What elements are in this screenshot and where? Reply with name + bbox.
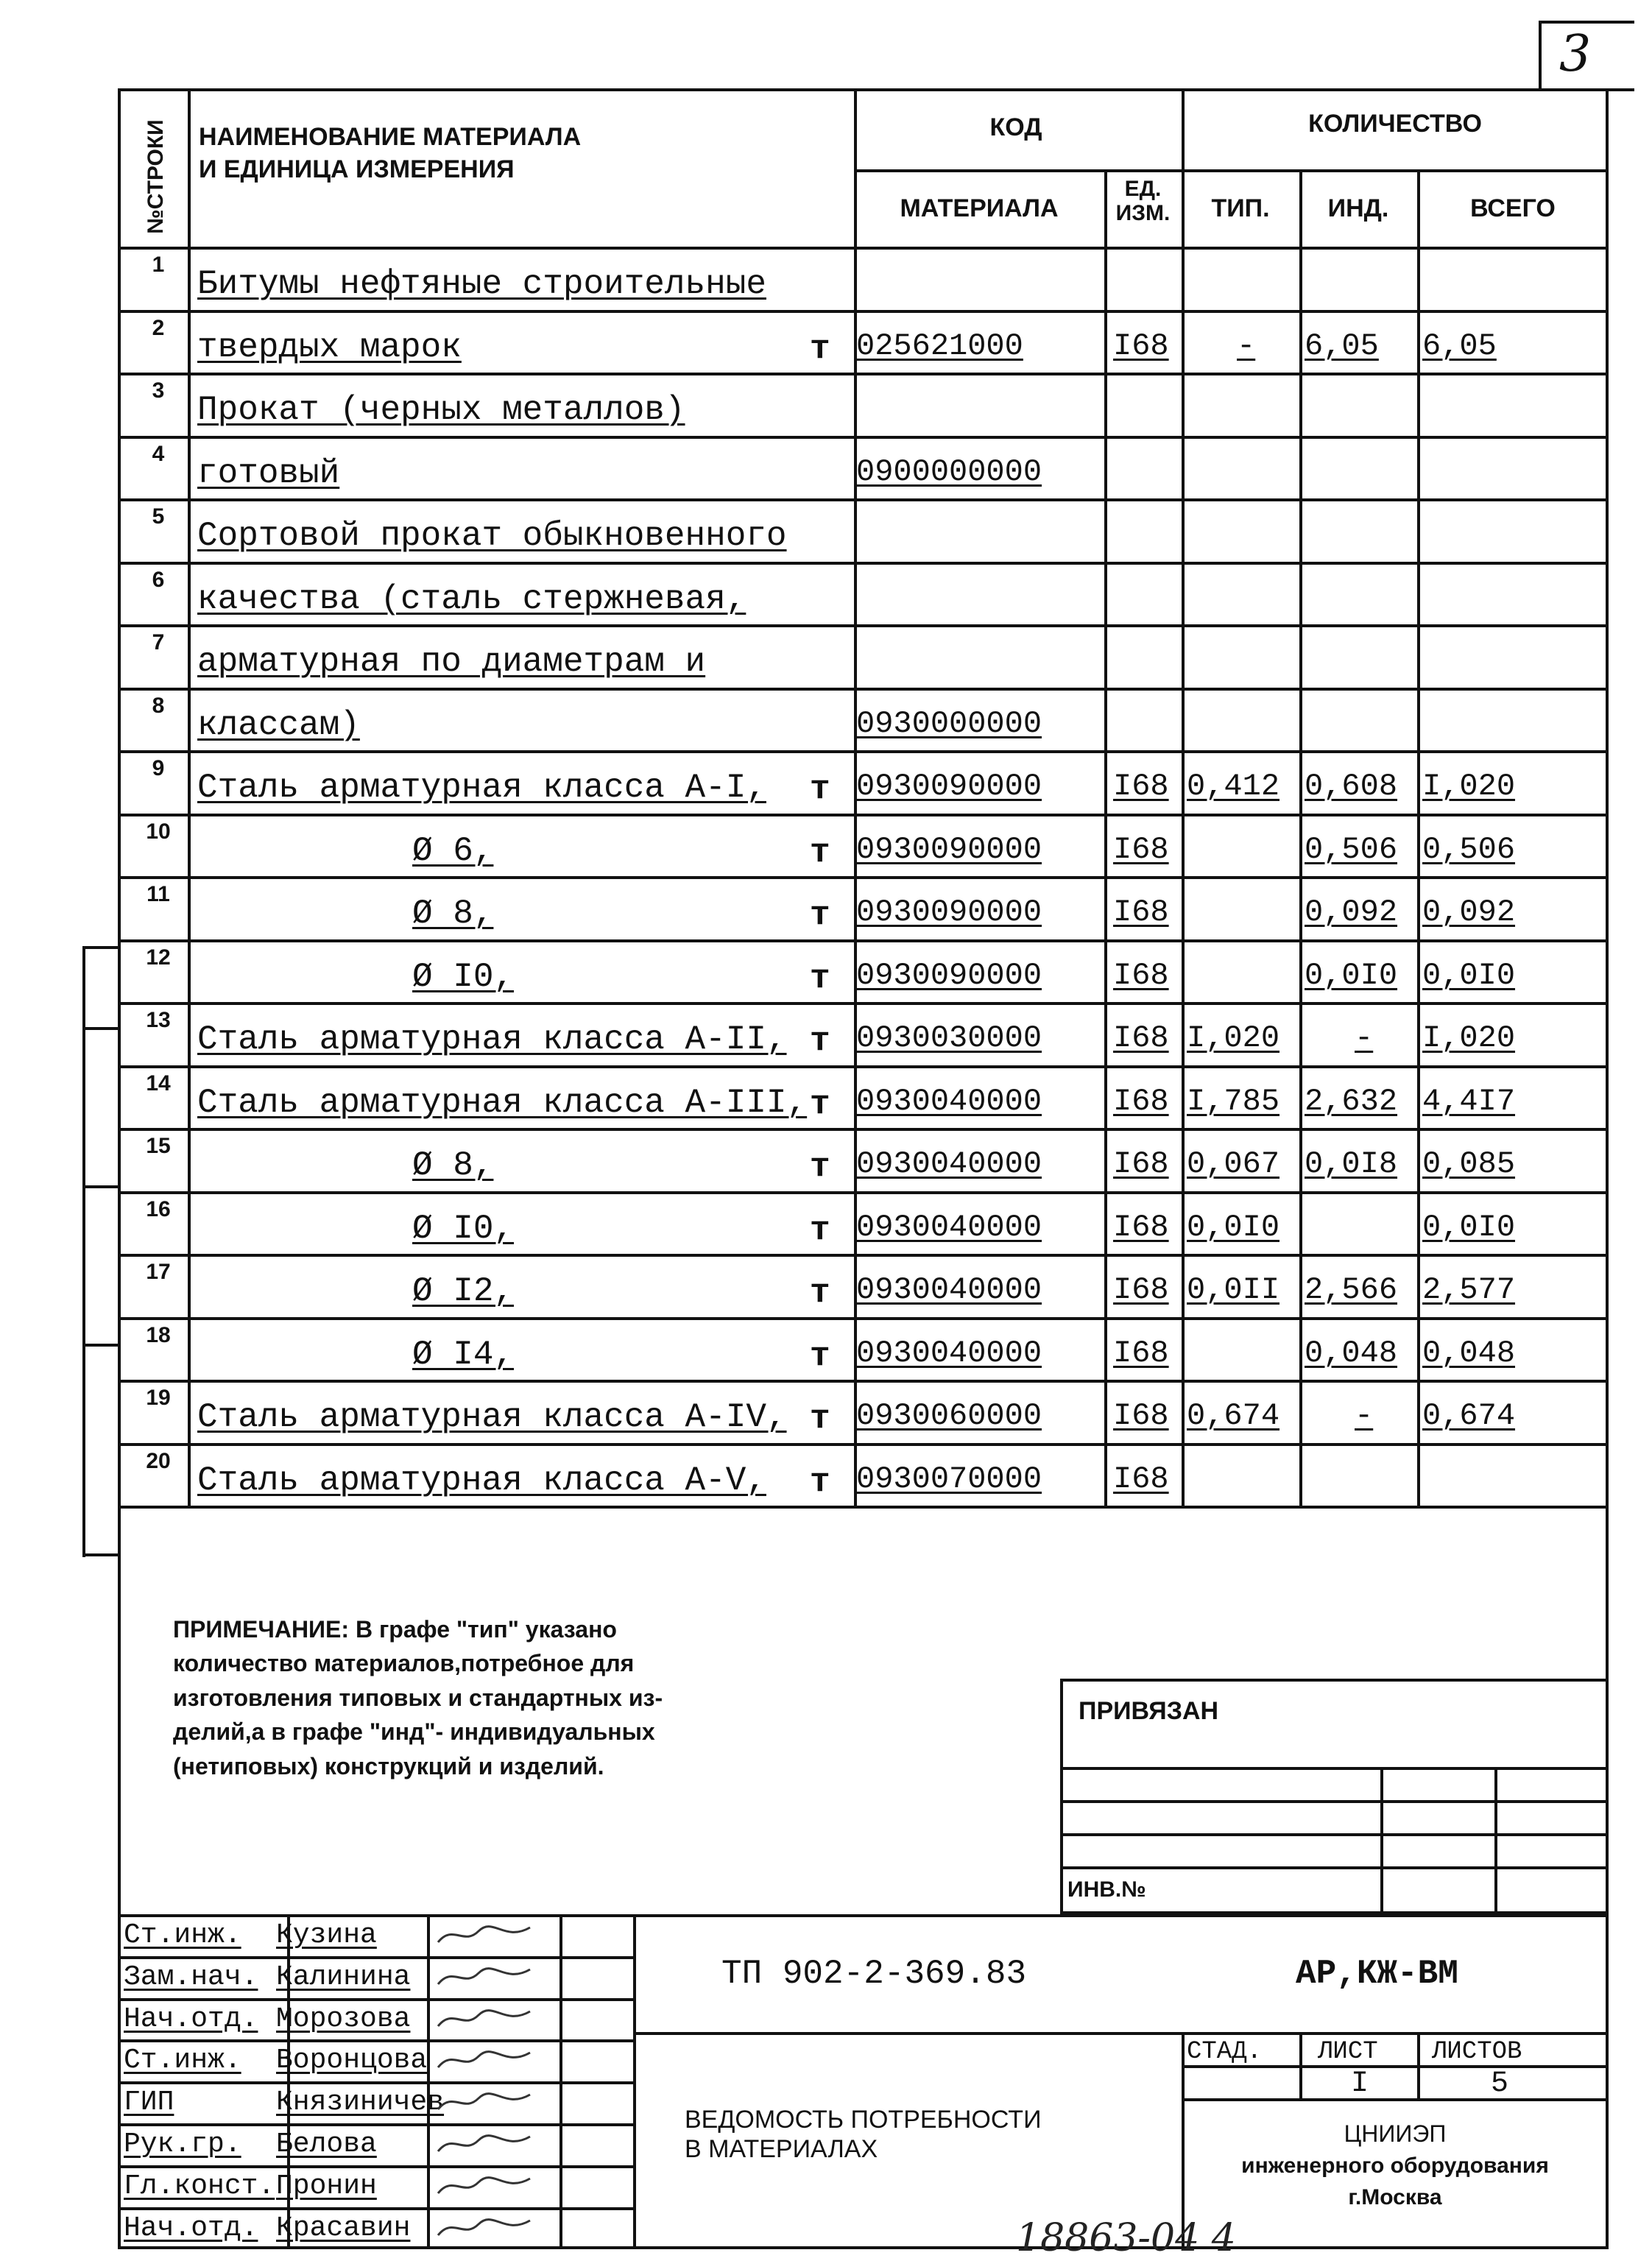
grid-horizontal-line — [118, 750, 1609, 753]
material-code: 0930040000 — [856, 1209, 1042, 1245]
material-code: 0930070000 — [856, 1461, 1042, 1497]
sheets-value: 5 — [1491, 2067, 1509, 2100]
unit-mark: т — [810, 1148, 830, 1186]
grid-horizontal-line — [118, 1128, 1609, 1131]
grid-horizontal-line — [118, 1065, 1609, 1068]
material-code: 0930030000 — [856, 1020, 1042, 1056]
header-code: КОД — [989, 113, 1042, 141]
qty-total: I,020 — [1422, 769, 1516, 804]
signature-role: Ст.инж. — [124, 1919, 241, 1951]
grid-vertical-line — [188, 88, 191, 1506]
material-name: Ø I4, — [412, 1335, 515, 1374]
signature-name: Красавин — [276, 2212, 411, 2244]
unit-code: I68 — [1113, 1083, 1169, 1119]
material-name: Сталь арматурная класса А-III, — [197, 1083, 808, 1122]
sheet-number: 3 — [1559, 25, 1592, 83]
handwritten-signature — [434, 2004, 537, 2040]
grid-horizontal-line — [118, 2165, 633, 2168]
unit-mark: т — [810, 329, 830, 368]
document-title-line2: В МАТЕРИАЛАХ — [685, 2135, 878, 2163]
unit-mark: т — [810, 959, 830, 998]
grid-horizontal-line — [118, 373, 1609, 375]
note-line: количество материалов,потребное для — [173, 1650, 635, 1677]
handwritten-signature — [434, 1962, 537, 1998]
material-code: 0930090000 — [856, 831, 1042, 867]
note-line: изготовления типовых и стандартных из- — [173, 1684, 663, 1711]
material-name: Битумы нефтяные строительные — [197, 265, 766, 303]
row-number: 6 — [152, 567, 165, 592]
grid-horizontal-line — [118, 1506, 1609, 1509]
material-name: арматурная по диаметрам и — [197, 643, 706, 681]
note-line: ПРИМЕЧАНИЕ: В графе "тип" указано — [173, 1616, 617, 1643]
signature-name: Кузина — [276, 1919, 377, 1951]
row-number: 15 — [146, 1134, 171, 1158]
grid-horizontal-line — [118, 688, 1609, 691]
qty-typ: I,020 — [1187, 1020, 1280, 1056]
row-number: 4 — [152, 441, 165, 466]
header-name-line1: НАИМЕНОВАНИЕ МАТЕРИАЛА — [199, 123, 582, 151]
grid-horizontal-line — [118, 1191, 1609, 1194]
material-name: Ø 8, — [412, 1146, 494, 1185]
inv-number-label: ИНВ.№ — [1067, 1877, 1146, 1902]
row-number: 19 — [146, 1386, 171, 1410]
grid-horizontal-line — [118, 1998, 633, 2001]
qty-total: 0,0I0 — [1422, 1209, 1516, 1245]
material-name: качества (сталь стержневая, — [197, 579, 746, 618]
handwritten-signature — [434, 1920, 537, 1956]
qty-total: 2,577 — [1422, 1272, 1516, 1308]
signature-role: Ст.инж. — [124, 2045, 241, 2077]
qty-total: 6,05 — [1422, 328, 1497, 364]
grid-horizontal-line — [118, 1002, 1609, 1005]
row-number: 12 — [146, 945, 171, 970]
row-number: 5 — [152, 504, 165, 529]
grid-horizontal-line — [118, 436, 1609, 439]
qty-ind: 0,0I0 — [1305, 957, 1398, 993]
sheets-label: ЛИСТОВ — [1432, 2038, 1522, 2066]
qty-total: 0,092 — [1422, 895, 1516, 930]
binding-margin-line — [82, 946, 85, 1557]
grid-horizontal-line — [118, 2207, 633, 2210]
signature-name: Морозова — [276, 2003, 411, 2035]
material-code: 0930040000 — [856, 1146, 1042, 1182]
material-name: Сталь арматурная класса А-II, — [197, 1020, 787, 1059]
sheet-value: I — [1351, 2067, 1369, 2100]
row-number: 3 — [152, 378, 165, 403]
qty-typ: 0,0II — [1187, 1272, 1280, 1308]
row-number: 20 — [146, 1448, 171, 1473]
signature-role: Гл.конст. — [124, 2170, 275, 2202]
qty-typ: 0,412 — [1187, 769, 1280, 804]
grid-horizontal-line — [118, 814, 1609, 816]
material-code: 0930000000 — [856, 705, 1042, 741]
qty-total: 0,506 — [1422, 831, 1516, 867]
binding-margin-tick — [82, 1344, 119, 1347]
grid-vertical-line — [560, 1914, 562, 2249]
grid-horizontal-line — [118, 310, 1609, 313]
qty-ind: - — [1355, 1398, 1374, 1433]
unit-mark: т — [810, 1084, 830, 1124]
material-code: 0930040000 — [856, 1272, 1042, 1308]
header-row-number: №СТРОКИ — [144, 119, 168, 234]
note-line: делий,а в графе "инд"- индивидуальных — [173, 1718, 655, 1746]
unit-code: I68 — [1113, 1272, 1169, 1308]
handwritten-signature — [434, 2087, 537, 2123]
material-name: Сталь арматурная класса А-IV, — [197, 1398, 787, 1436]
grid-vertical-line — [1104, 169, 1107, 1506]
grid-horizontal-line — [118, 2081, 633, 2084]
document-mark: АР,КЖ-ВМ — [1296, 1955, 1458, 1993]
sheet-label: ЛИСТ — [1318, 2038, 1378, 2066]
qty-ind: 6,05 — [1305, 328, 1379, 364]
row-number: 1 — [152, 253, 165, 277]
header-code-material: МАТЕРИАЛА — [900, 194, 1059, 222]
header-qty-typ: ТИП. — [1211, 194, 1270, 222]
material-code: 0900000000 — [856, 454, 1042, 490]
qty-ind: 0,092 — [1305, 895, 1398, 930]
signature-name: Пронин — [276, 2170, 377, 2202]
header-quantity: КОЛИЧЕСТВО — [1308, 110, 1482, 138]
qty-typ: 0,674 — [1187, 1398, 1280, 1433]
material-name: Ø I2, — [412, 1272, 515, 1311]
grid-horizontal-line — [118, 939, 1609, 942]
unit-mark: т — [810, 896, 830, 934]
unit-code: I68 — [1113, 328, 1169, 364]
material-name: Сортовой прокат обыкновенного — [197, 517, 787, 555]
grid-horizontal-line — [118, 247, 1609, 250]
grid-horizontal-line — [118, 1380, 1609, 1383]
organization-subtitle: инженерного оборудования — [1241, 2154, 1549, 2178]
organization-name: ЦНИИЭП — [1344, 2120, 1447, 2147]
grid-vertical-line — [427, 1914, 430, 2249]
binding-margin-tick — [82, 1027, 119, 1030]
qty-ind: 0,506 — [1305, 831, 1398, 867]
handwritten-signature — [434, 2045, 537, 2081]
material-name: Ø I0, — [412, 1209, 515, 1248]
material-name: готовый — [197, 454, 340, 493]
row-number: 16 — [146, 1196, 171, 1221]
unit-mark: т — [810, 1022, 830, 1060]
grid-horizontal-line — [118, 498, 1609, 501]
material-name: Прокат (черных металлов) — [197, 391, 685, 429]
grid-vertical-line — [1417, 169, 1420, 1506]
material-code: 0930090000 — [856, 957, 1042, 993]
row-number: 9 — [152, 756, 165, 780]
binding-margin-tick — [82, 946, 119, 949]
unit-code: I68 — [1113, 1020, 1169, 1056]
unit-mark: т — [810, 833, 830, 872]
material-code: 0930090000 — [856, 895, 1042, 930]
signature-name: Белова — [276, 2128, 377, 2160]
row-number: 8 — [152, 693, 165, 718]
handwritten-signature — [434, 2213, 537, 2249]
unit-code: I68 — [1113, 831, 1169, 867]
signature-role: Зам.нач. — [124, 1961, 258, 1993]
qty-typ: 0,0I0 — [1187, 1209, 1280, 1245]
header-qty-total: ВСЕГО — [1470, 194, 1556, 222]
material-name: Ø 8, — [412, 895, 494, 933]
row-number: 2 — [152, 315, 165, 340]
signature-role: ГИП — [124, 2087, 174, 2119]
signature-name: Воронцова — [276, 2045, 428, 2077]
signature-role: Нач.отд. — [124, 2003, 258, 2035]
material-name: Сталь арматурная класса А-I, — [197, 769, 766, 807]
grid-horizontal-line — [118, 2123, 633, 2126]
row-number: 14 — [146, 1070, 171, 1096]
unit-code: I68 — [1113, 1146, 1169, 1182]
row-number: 13 — [146, 1008, 171, 1032]
qty-typ: - — [1237, 328, 1256, 364]
signature-role: Рук.гр. — [124, 2128, 241, 2160]
unit-code: I68 — [1113, 1335, 1169, 1371]
qty-ind: 0,608 — [1305, 769, 1398, 804]
unit-mark: т — [810, 1274, 830, 1312]
unit-code: I68 — [1113, 895, 1169, 930]
header-qty-ind: ИНД. — [1327, 194, 1389, 222]
signature-name: Князиничев — [276, 2087, 445, 2119]
binding-margin-tick — [82, 1553, 119, 1556]
handwritten-signature — [434, 2129, 537, 2165]
row-number: 18 — [146, 1322, 171, 1347]
grid-horizontal-line — [118, 562, 1609, 565]
privyazan-label: ПРИВЯЗАН — [1079, 1697, 1219, 1725]
material-code: 0930040000 — [856, 1335, 1042, 1371]
material-code: 0930060000 — [856, 1398, 1042, 1433]
unit-code: I68 — [1113, 1398, 1169, 1433]
material-name: твердых марок — [197, 328, 462, 367]
binding-margin-tick — [82, 1185, 119, 1188]
note-block — [173, 1612, 836, 1783]
qty-total: 0,085 — [1422, 1146, 1516, 1182]
unit-mark: т — [810, 770, 830, 808]
title-block-top — [118, 1914, 1609, 1917]
material-code: 025621000 — [856, 328, 1023, 364]
unit-code: I68 — [1113, 769, 1169, 804]
grid-horizontal-line — [118, 2039, 633, 2042]
grid-vertical-line — [1299, 169, 1302, 1506]
grid-vertical-line — [1182, 88, 1185, 1506]
document-title-line1: ВЕДОМОСТЬ ПОТРЕБНОСТИ — [685, 2106, 1042, 2134]
qty-total: 0,674 — [1422, 1398, 1516, 1433]
qty-typ: 0,067 — [1187, 1146, 1280, 1182]
qty-ind: 2,566 — [1305, 1272, 1398, 1308]
material-name: Сталь арматурная класса А-V, — [197, 1461, 766, 1500]
unit-mark: т — [810, 1400, 830, 1438]
qty-total: 0,0I0 — [1422, 957, 1516, 993]
stage-label: СТАД. — [1187, 2038, 1263, 2066]
unit-code: I68 — [1113, 957, 1169, 993]
unit-mark: т — [810, 1336, 830, 1375]
row-number: 11 — [147, 882, 170, 906]
qty-total: I,020 — [1422, 1020, 1516, 1056]
organization-city: г.Москва — [1348, 2185, 1442, 2209]
row-number: 10 — [146, 819, 171, 844]
unit-mark: т — [810, 1462, 830, 1501]
signature-name: Калинина — [276, 1961, 411, 1993]
material-name: Ø I0, — [412, 957, 515, 996]
row-number: 17 — [146, 1260, 171, 1284]
header-code-unit: ЕД. ИЗМ. — [1115, 177, 1171, 225]
handwritten-signature — [434, 2171, 537, 2207]
qty-typ: I,785 — [1187, 1083, 1280, 1119]
grid-horizontal-line — [118, 624, 1609, 627]
qty-ind: 0,048 — [1305, 1335, 1398, 1371]
header-name-line2: И ЕДИНИЦА ИЗМЕРЕНИЯ — [199, 155, 515, 183]
grid-horizontal-line — [118, 1443, 1609, 1446]
grid-horizontal-line — [118, 1956, 633, 1959]
material-name: Ø 6, — [412, 831, 494, 870]
grid-horizontal-line — [118, 1254, 1609, 1257]
grid-horizontal-line — [118, 876, 1609, 879]
unit-code: I68 — [1113, 1461, 1169, 1497]
grid-horizontal-line — [854, 169, 1609, 172]
material-code: 0930090000 — [856, 769, 1042, 804]
material-code: 0930040000 — [856, 1083, 1042, 1119]
qty-ind: 2,632 — [1305, 1083, 1398, 1119]
qty-ind: - — [1355, 1020, 1374, 1056]
grid-horizontal-line — [118, 1317, 1609, 1320]
material-name: классам) — [197, 705, 360, 744]
signature-role: Нач.отд. — [124, 2212, 258, 2244]
qty-total: 0,048 — [1422, 1335, 1516, 1371]
row-number: 7 — [152, 630, 165, 655]
qty-total: 4,4I7 — [1422, 1083, 1516, 1119]
unit-code: I68 — [1113, 1209, 1169, 1245]
note-line: (нетиповых) конструкций и изделий. — [173, 1752, 604, 1779]
qty-ind: 0,0I8 — [1305, 1146, 1398, 1182]
archive-stamp-number: 18863-04 4 — [1016, 2216, 1236, 2260]
document-number: ТП 902-2-369.83 — [721, 1955, 1027, 1993]
unit-mark: т — [810, 1210, 830, 1249]
